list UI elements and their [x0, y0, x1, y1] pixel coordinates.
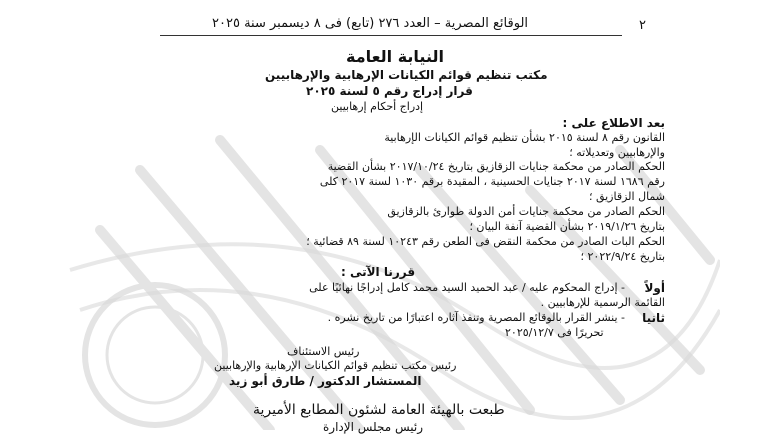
body-line: شمال الزقازيق ؛: [588, 190, 665, 203]
preamble-heading: بعد الاطلاع على :: [562, 116, 665, 130]
date-line: تحريرًا فى ٢٠٢٥/١٢/٧: [505, 326, 604, 339]
body-line: بتاريخ ٢٠١٩/١/٢٦ بشأن القضية آنفة البيان ؛: [469, 220, 665, 233]
second-text: - ينشر القرار بالوقائع المصرية وتنفذ آثاره اعتبارًا من تاريخ نشره .: [327, 311, 625, 324]
first-text: - إدراج المحكوم عليه / عبد الحميد السيد محمد كامل إدراجًا نهائيًا على: [309, 281, 625, 294]
body-line: الحكم البات الصادر من محكمة النقض فى الطعن رقم ١٠٢٤٣ لسنة ٨٩ قضائية ؛: [306, 235, 665, 248]
body-line: بتاريخ ٢٠٢٢/٩/٢٤ ؛: [580, 250, 665, 263]
first-label: أولاً: [644, 281, 665, 295]
running-title: الوقائع المصرية – العدد ٢٧٦ (تابع) فى ٨ ديسمبر سنة ٢٠٢٥: [212, 16, 529, 31]
page-number: ٢: [639, 18, 646, 33]
printer-line: طبعت بالهيئة العامة لشئون المطابع الأميرية: [253, 402, 505, 418]
authority-title: النيابة العامة: [346, 47, 444, 66]
body-line: الحكم الصادر من محكمة جنايات أمن الدولة طوارئ بالزقازيق: [387, 205, 665, 218]
signature-position: رئيس مكتب تنظيم قوائم الكيانات الإرهابية والإرهابيين: [214, 359, 457, 372]
second-label: ثانيا: [642, 311, 665, 325]
header-rule: [160, 35, 622, 36]
office-title: مكتب تنظيم قوائم الكيانات الإرهابية والإرهابيين: [265, 68, 548, 82]
subject-title: إدراج أحكام إرهابيين: [331, 100, 424, 113]
first-text-cont: القائمة الرسمية للإرهابيين .: [540, 296, 665, 309]
decision-title: قرار إدراج رقم ٥ لسنة ٢٠٢٥: [306, 84, 473, 98]
signature-role: رئيس الاستئناف: [287, 345, 360, 358]
signature-name: المستشار الدكتور / طارق أبو زيد: [229, 374, 422, 388]
body-line: القانون رقم ٨ لسنة ٢٠١٥ بشأن تنظيم قوائم الكيانات الإرهابية: [384, 131, 665, 144]
body-line: رقم ١٦٨٦ لسنة ٢٠١٧ جنايات الحسينية ، المقيدة برقم ١٠٣٠ لسنة ٢٠١٧ كلى: [319, 175, 665, 188]
decision-heading: قررنا الآتى :: [341, 265, 416, 279]
body-line: الحكم الصادر من محكمة جنايات الزقازيق بتاريخ ٢٠١٧/١٠/٢٤ بشأن القضية: [327, 160, 665, 173]
body-line: والإرهابيين وتعديلاته ؛: [569, 146, 665, 159]
board-line: رئيس مجلس الإدارة: [323, 420, 424, 434]
